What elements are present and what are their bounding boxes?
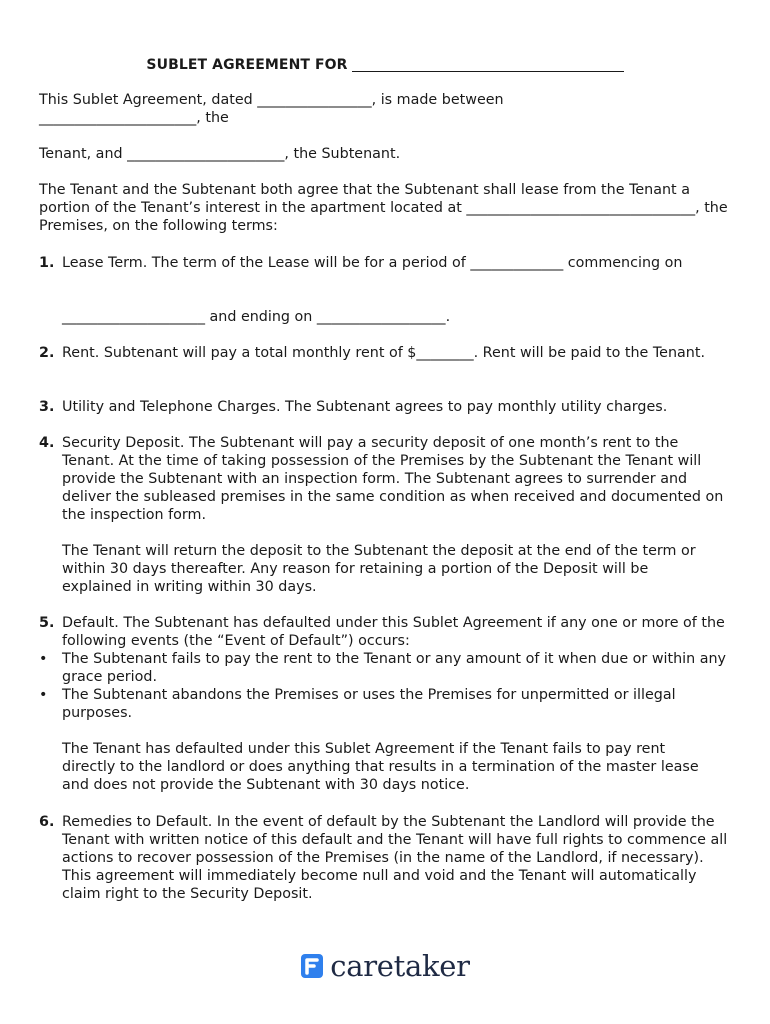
list-item: • The Subtenant abandons the Premises or uses the Premises for unpermitted or illegal purposes.: [39, 686, 729, 722]
section-text: Utility and Telephone Charges. The Subtenant agrees to pay monthly utility charges.: [62, 399, 668, 415]
section-text: Default. The Subtenant has defaulted under this Sublet Agreement if any one or more of the following events (the “Event of Default”) occurs:: [62, 615, 725, 649]
section-3: [39, 398, 729, 416]
intro-line-1: This Sublet Agreement, dated ________________, is made between: [39, 92, 504, 108]
section-number: 3.: [39, 399, 55, 415]
section-6: [39, 813, 729, 903]
document-title: [0, 56, 770, 74]
section-5-subtext: The Tenant has defaulted under this Sublet Agreement if the Tenant fails to pay rent directly to the landlord or does anything that results in a termination of the master lease and does not provide the Subtenant with 30 days notice.: [62, 741, 699, 793]
section-text: Remedies to Default. In the event of default by the Subtenant the Landlord will provide the Tenant with written notice of this default and the Tenant will have full rights to commence all actions to recover possession of the Premises (in the name of the Landlord, if necessary). This agreement will immediately become null and void and the Tenant will automatically claim right to the Security Deposit.: [62, 814, 728, 902]
section-number: 6.: [39, 814, 55, 830]
section-4: [39, 434, 729, 524]
list-item: • The Subtenant fails to pay the rent to the Tenant or any amount of it when due or within any grace period.: [39, 650, 729, 686]
premises-paragraph: The Tenant and the Subtenant both agree that the Subtenant shall lease from the Tenant a portion of the Tenant’s interest in the apartment located at ________________________________, the Premises, on the following terms:: [39, 182, 728, 234]
caretaker-logo-icon: [300, 953, 324, 979]
section-text: Lease Term. The term of the Lease will be for a period of _____________ commencing on: [62, 255, 683, 271]
default-events-list: [39, 650, 729, 722]
section-number: 2.: [39, 345, 55, 361]
title-blank-line: [352, 57, 624, 72]
intro-line-2: ______________________, the: [39, 110, 229, 126]
intro-line-3: Tenant, and ______________________, the Subtenant.: [39, 146, 401, 162]
footer: [0, 950, 770, 984]
section-1: [39, 254, 729, 272]
section-4-subtext: The Tenant will return the deposit to the Subtenant the deposit at the end of the term or within 30 days thereafter. Any reason for retaining a portion of the Deposit will be explained in writing within 30 days.: [62, 543, 696, 595]
caretaker-brand: [300, 950, 469, 982]
section-number: 4.: [39, 435, 55, 451]
brand-wordmark: caretaker: [330, 949, 470, 983]
title-text: SUBLET AGREEMENT FOR: [146, 57, 348, 73]
section-text: Rent. Subtenant will pay a total monthly rent of $________. Rent will be paid to the Tenant.: [62, 345, 706, 361]
intro-paragraph: [39, 91, 739, 127]
section-5: [39, 614, 729, 722]
section-number: 5.: [39, 615, 55, 631]
section-2: [39, 344, 729, 362]
section-1-subtext: ____________________ and ending on __________________.: [62, 309, 451, 325]
section-text: Security Deposit. The Subtenant will pay a security deposit of one month’s rent to the Tenant. At the time of taking possession of the Premises by the Subtenant the Tenant will provide the Subtenant with an inspection form. The Subtenant agrees to surrender and deliver the subleased premises in the same condition as when received and documented on the inspection form.: [62, 435, 724, 523]
section-number: 1.: [39, 255, 55, 271]
